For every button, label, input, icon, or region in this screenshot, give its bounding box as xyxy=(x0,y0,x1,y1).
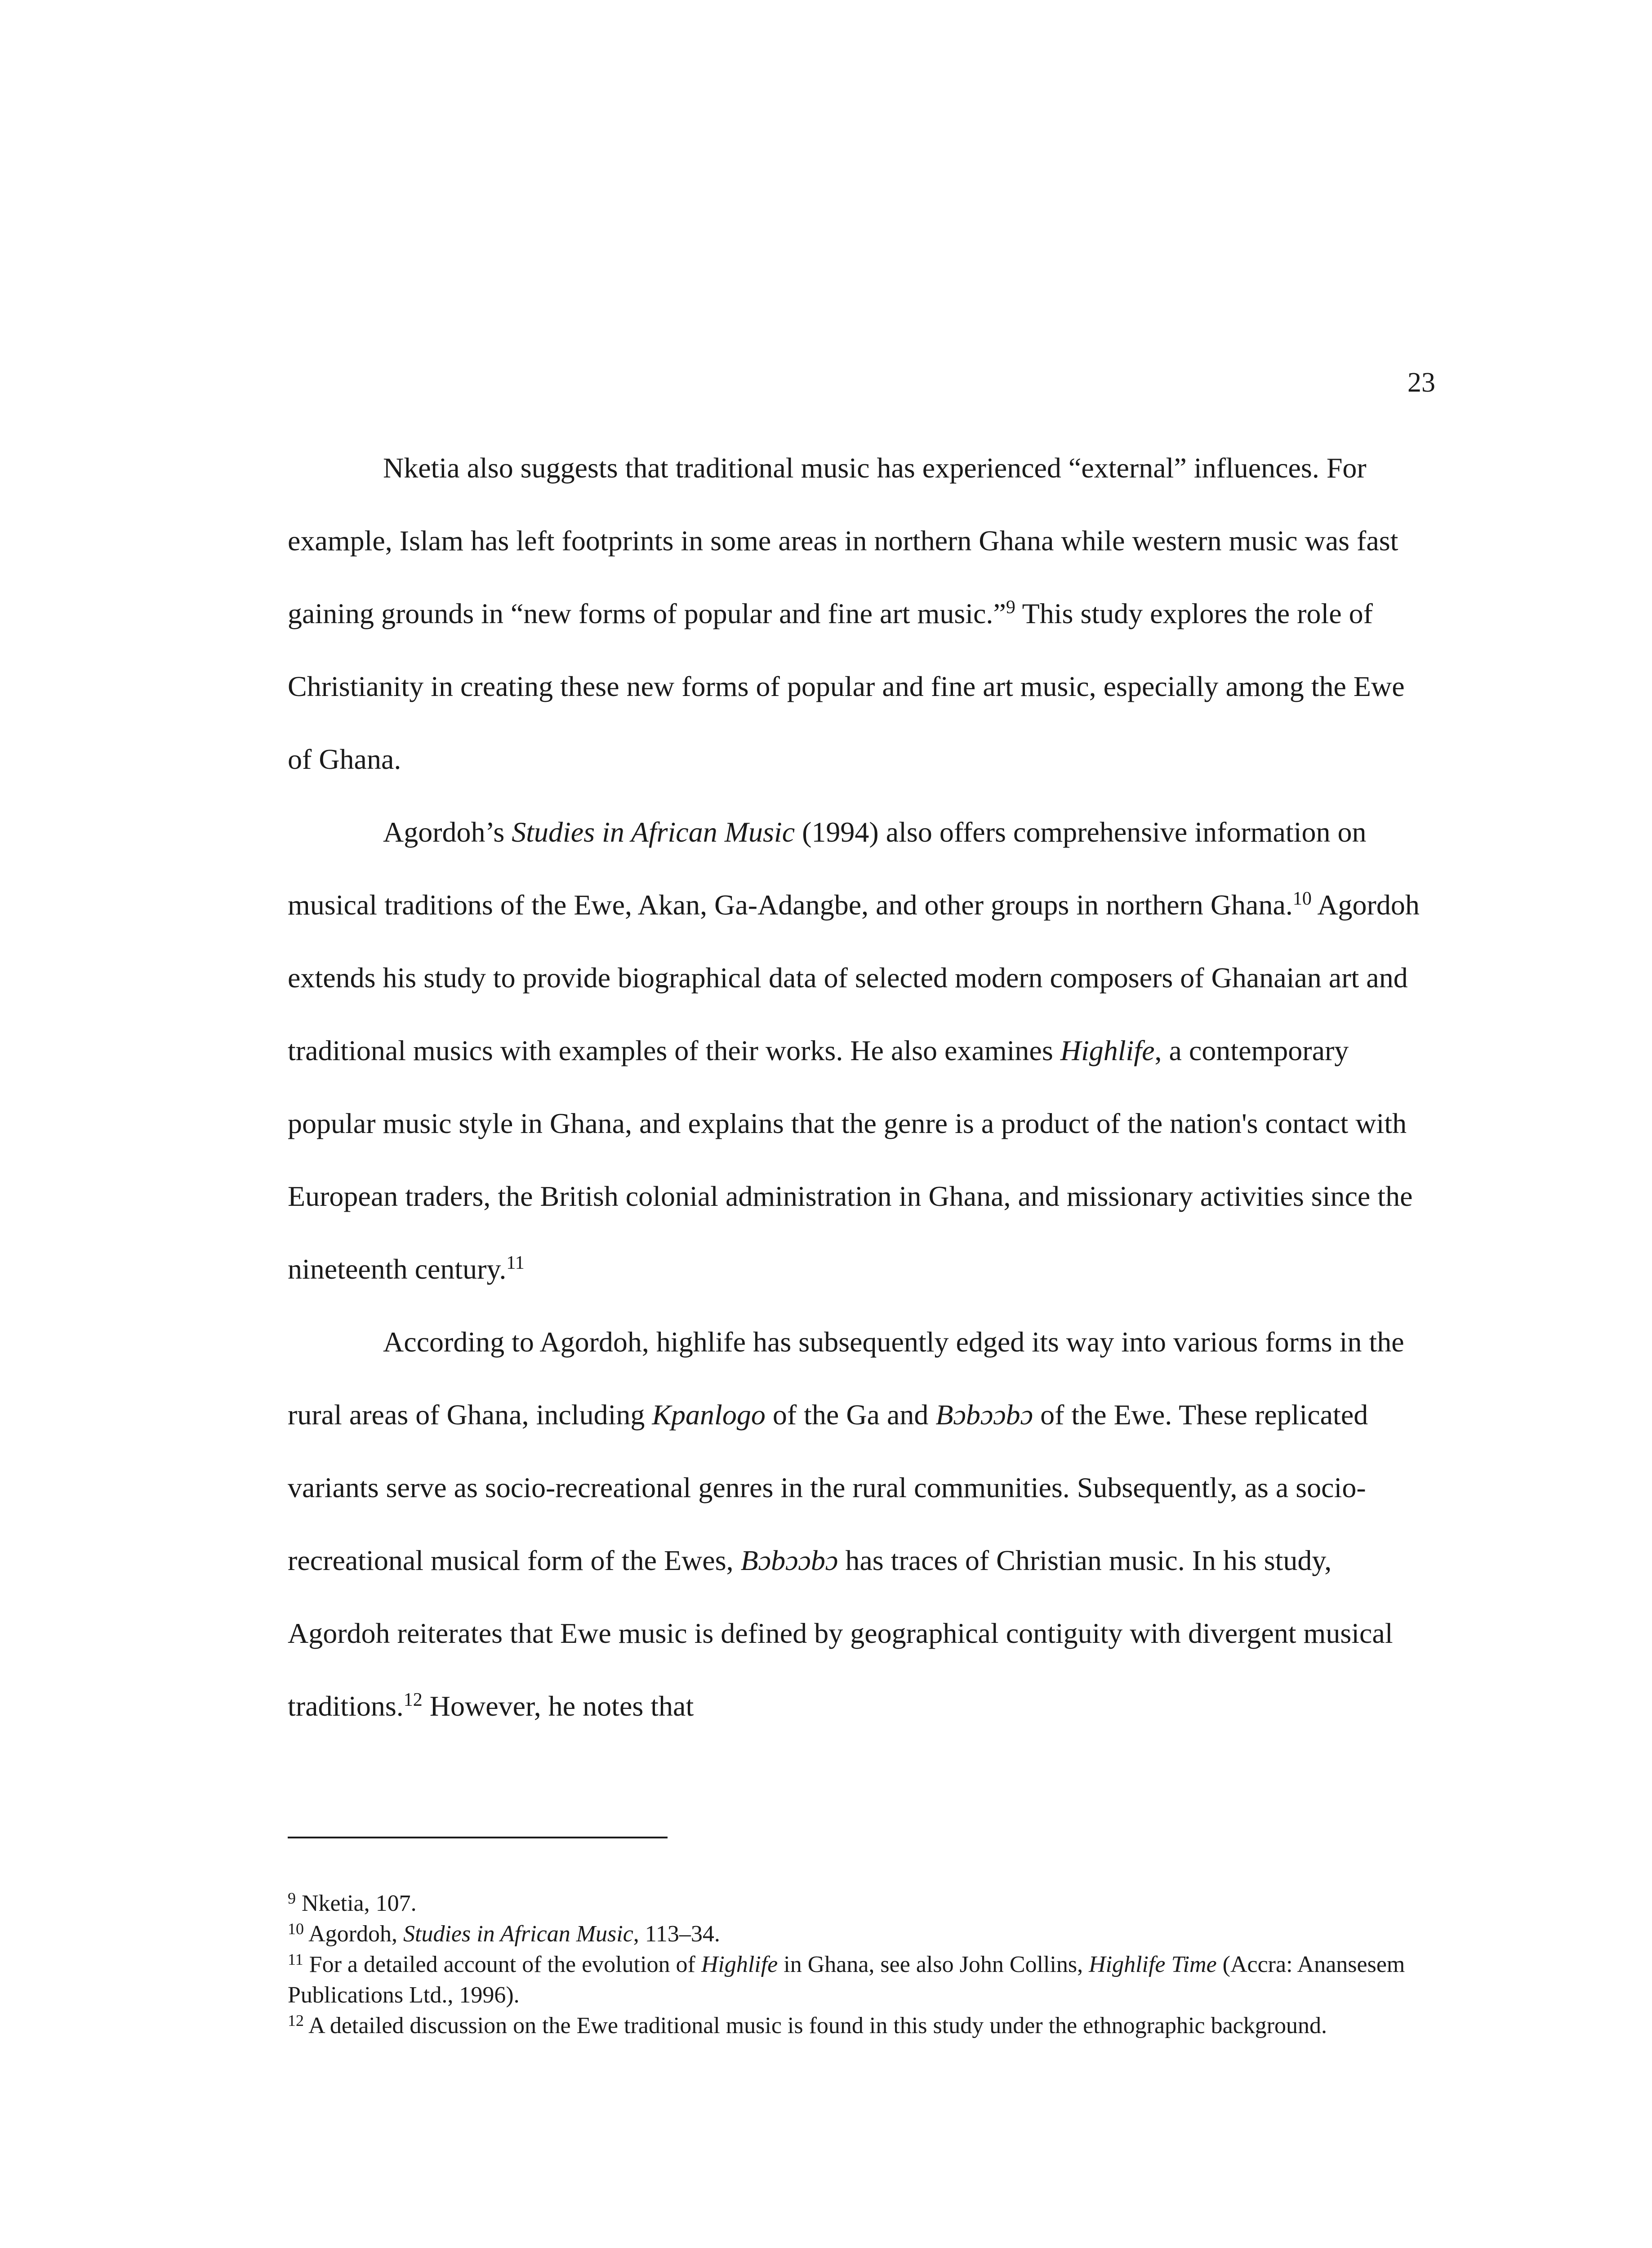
footnote-marker: 12 xyxy=(403,1690,423,1710)
text-run: of the Ga and xyxy=(765,1399,936,1431)
italic-text: Highlife Time xyxy=(1089,1952,1217,1977)
italic-text: Studies in African Music xyxy=(403,1921,633,1947)
footnote-marker: 12 xyxy=(288,2012,304,2029)
text-run: Agordoh extends his study to provide biographical data of selected modern composers of Ghanaian art and traditional musics with examples of their works. He also examines xyxy=(288,889,1420,1066)
footnote-marker: 10 xyxy=(1292,888,1312,909)
text-run: (1994) also offers comprehensive information on musical traditions of the Ewe, Akan, Ga-Adangbe, and other groups in northern Ghana. xyxy=(288,816,1367,921)
italic-text: Bɔbɔɔbɔ xyxy=(935,1399,1033,1431)
page-number: 23 xyxy=(1407,367,1435,398)
italic-text: Highlife xyxy=(701,1952,778,1977)
footnote-marker: 10 xyxy=(288,1920,304,1938)
footnote xyxy=(288,1949,1429,2011)
text-run: A detailed discussion on the Ewe traditional music is found in this study under the ethnographic background. xyxy=(304,2013,1327,2038)
italic-text: Studies in African Music xyxy=(512,816,795,848)
footnote xyxy=(288,1888,1429,1919)
footnote xyxy=(288,2011,1429,2041)
body-text xyxy=(288,432,1429,1743)
italic-text: Highlife xyxy=(1060,1035,1155,1066)
footnote-marker: 11 xyxy=(506,1253,525,1273)
text-run: , 113–34. xyxy=(633,1921,720,1947)
text-run: , a contemporary popular music style in Ghana, and explains that the genre is a product of the nation's contact with European traders, the British colonial administration in Ghana, and missionary activities since the nineteenth century. xyxy=(288,1035,1413,1285)
footnote-marker: 9 xyxy=(1006,597,1015,618)
italic-text: Kpanlogo xyxy=(652,1399,766,1431)
footnote-marker: 9 xyxy=(288,1889,296,1907)
footnote xyxy=(288,1919,1429,1949)
text-run: in Ghana, see also John Collins, xyxy=(778,1952,1089,1977)
footnotes xyxy=(288,1888,1429,2041)
paragraph xyxy=(288,1306,1429,1743)
footnote-separator xyxy=(288,1837,668,1838)
footnote-marker: 11 xyxy=(288,1950,303,1968)
text-run: Nketia, 107. xyxy=(296,1891,417,1916)
text-run: has traces of Christian music. In his study, Agordoh reiterates that Ewe music is defined by geographical contiguity with divergent musical traditions. xyxy=(288,1544,1393,1722)
text-run: of the Ewe. These replicated variants serve as socio-recreational genres in the rural communities. Subsequently, as a socio-recreational musical form of the Ewes, xyxy=(288,1399,1368,1576)
text-run: Agordoh, xyxy=(304,1921,403,1947)
text-run: This study explores the role of Christianity in creating these new forms of popular and fine art music, especially among the Ewe of Ghana. xyxy=(288,598,1405,775)
paragraph xyxy=(288,432,1429,796)
paragraph xyxy=(288,796,1429,1306)
italic-text: Bɔbɔɔbɔ xyxy=(740,1544,838,1576)
text-run: Nketia also suggests that traditional music has experienced “external” influences. For example, Islam has left footprints in some areas in northern Ghana while western music was fast gaining grounds in “new forms of popular and fine art music.” xyxy=(288,452,1398,629)
text-run: However, he notes that xyxy=(422,1690,694,1722)
text-run: For a detailed account of the evolution of xyxy=(303,1952,701,1977)
text-run: According to Agordoh, highlife has subsequently edged its way into various forms in the rural areas of Ghana, including xyxy=(288,1326,1404,1431)
text-run: Agordoh’s xyxy=(383,816,512,848)
text-run: (Accra: Anansesem Publications Ltd., 1996). xyxy=(288,1952,1405,2008)
